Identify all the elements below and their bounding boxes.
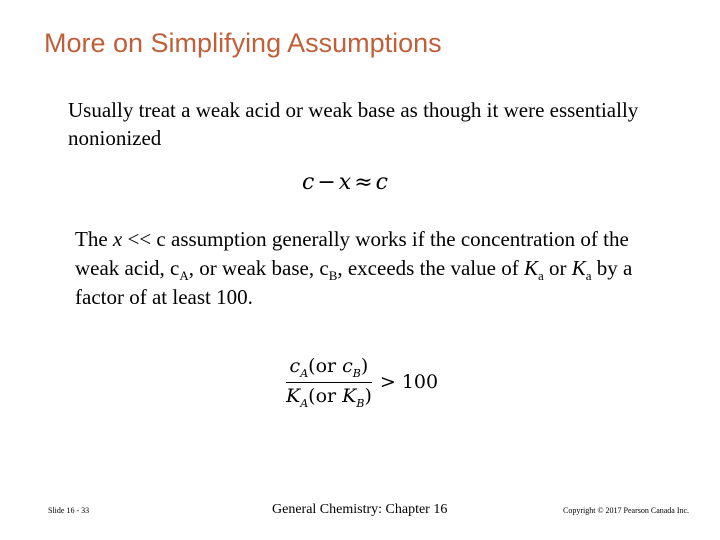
den-K: K bbox=[286, 384, 301, 407]
num-sub-A: A bbox=[300, 366, 309, 380]
eq1-minus: − bbox=[317, 170, 336, 195]
eq1-c2: c bbox=[375, 170, 388, 195]
eq1-c: c bbox=[302, 170, 315, 195]
fraction-denominator bbox=[282, 383, 376, 410]
num-c: c bbox=[289, 355, 301, 377]
inequality-rhs: > 100 bbox=[379, 371, 439, 394]
p2-sub-a1: a bbox=[537, 268, 544, 284]
paragraph-assumption bbox=[75, 225, 675, 312]
copyright-notice: Copyright © 2017 Pearson Canada Inc. bbox=[563, 506, 690, 515]
p2-K2: K bbox=[571, 256, 586, 280]
fraction-numerator bbox=[286, 355, 373, 383]
p2-sub-B: B bbox=[328, 268, 338, 284]
den-sub-A: A bbox=[300, 396, 309, 410]
ratio-inequality bbox=[282, 355, 438, 410]
p2-text-1: The bbox=[75, 227, 113, 251]
slide-number: Slide 16 - 33 bbox=[48, 506, 90, 515]
den-mid: (or bbox=[308, 384, 343, 407]
course-label: General Chemistry: Chapter 16 bbox=[272, 502, 448, 517]
den-sub-B: B bbox=[356, 396, 365, 410]
p2-K1: K bbox=[523, 256, 538, 280]
num-sub-B: B bbox=[352, 366, 361, 380]
p2-sub-A: A bbox=[179, 268, 189, 284]
den-close: ) bbox=[364, 384, 372, 407]
num-mid: (or bbox=[308, 355, 343, 377]
p2-text-3: , or weak base, c bbox=[188, 256, 329, 280]
p2-x: x bbox=[112, 227, 123, 251]
eq1-approx: ≈ bbox=[354, 170, 373, 195]
p2-sub-a2: a bbox=[585, 268, 592, 284]
approximation-equation bbox=[302, 170, 388, 195]
p2-text-6: by a factor of at least 100. bbox=[75, 256, 633, 309]
den-K2: K bbox=[342, 384, 357, 407]
paragraph-nonionized: Usually treat a weak acid or weak base as though it were essentially nonionized bbox=[68, 98, 639, 150]
num-close: ) bbox=[360, 355, 369, 377]
num-c2: c bbox=[342, 355, 353, 377]
p2-text-4: , exceeds the value of bbox=[337, 256, 524, 280]
eq1-x: x bbox=[338, 170, 352, 195]
p2-text-2: << c assumption generally works if the concentration of the weak acid, c bbox=[75, 227, 629, 280]
ratio-fraction bbox=[282, 355, 376, 410]
slide-title: More on Simplifying Assumptions bbox=[44, 28, 442, 58]
p2-text-5: or bbox=[543, 256, 572, 280]
